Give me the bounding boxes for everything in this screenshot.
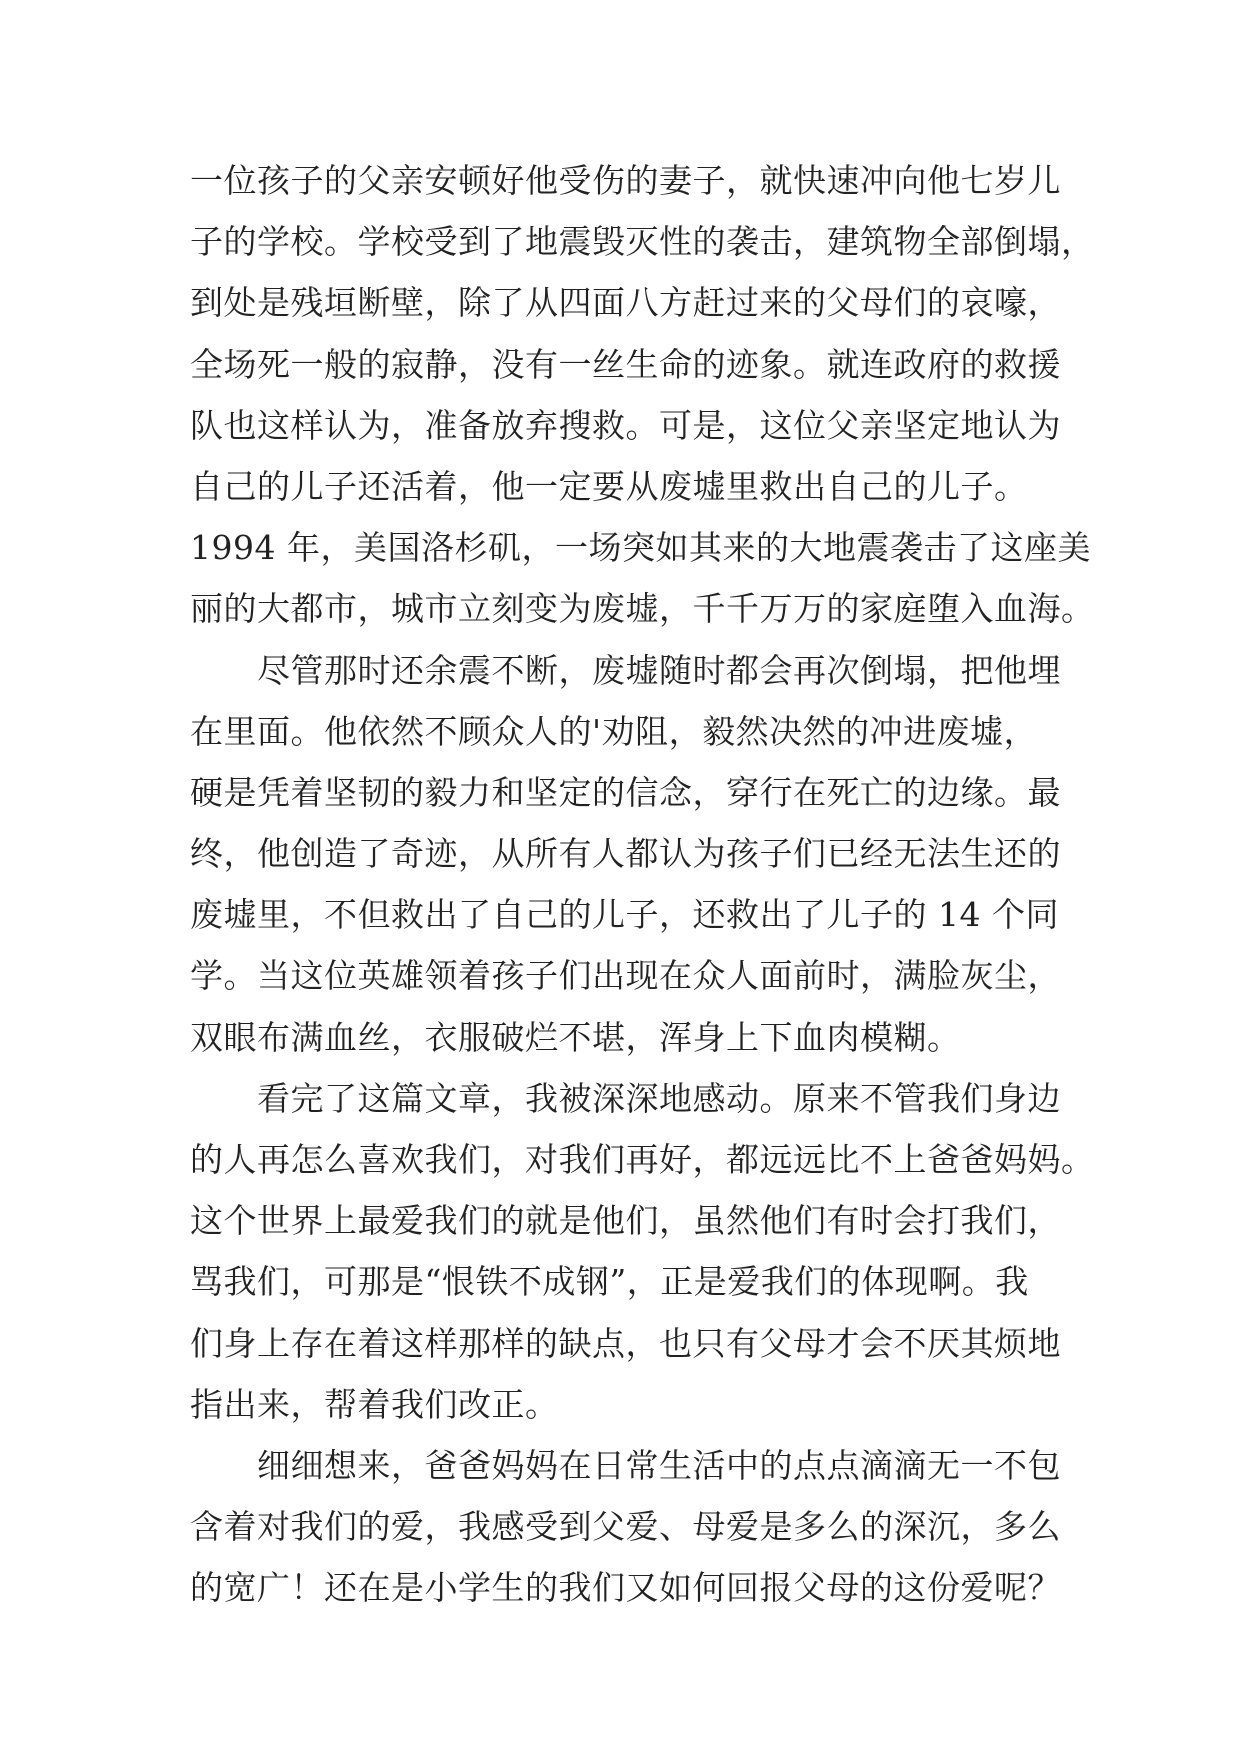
text-line: 的宽广！还在是小学生的我们又如何回报父母的这份爱呢？ xyxy=(190,1568,1061,1608)
text-line: 到处是残垣断壁，除了从四面八方赶过来的父母们的哀嚎， xyxy=(190,283,1061,323)
text-line: 队也这样认为，准备放弃搜救。可是，这位父亲坚定地认为 xyxy=(190,405,1061,445)
text-line: 硬是凭着坚韧的毅力和坚定的信念，穿行在死亡的边缘。最 xyxy=(190,772,1061,812)
text-line: 看完了这篇文章，我被深深地感动。原来不管我们身边 xyxy=(190,1078,1061,1118)
text-line: 1994 年，美国洛杉矶，一场突如其来的大地震袭击了这座美 xyxy=(190,528,1091,568)
text-line: 废墟里，不但救出了自己的儿子，还救出了儿子的 14 个同 xyxy=(190,895,1059,935)
text-line: 在里面。他依然不顾众人的'劝阻，毅然决然的冲进废墟， xyxy=(190,711,1038,751)
text-line: 这个世界上最爱我们的就是他们，虽然他们有时会打我们， xyxy=(190,1201,1061,1241)
text-line: 全场死一般的寂静，没有一丝生命的迹象。就连政府的救援 xyxy=(190,344,1061,384)
text-line: 终，他创造了奇迹，从所有人都认为孩子们已经无法生还的 xyxy=(190,834,1061,874)
text-line: 一位孩子的父亲安顿好他受伤的妻子，就快速冲向他七岁儿 xyxy=(190,161,1061,200)
text-line: 尽管那时还余震不断，废墟随时都会再次倒塌，把他埋 xyxy=(190,650,1061,690)
text-line: 骂我们，可那是“恨铁不成钢”，正是爱我们的体现啊。我 xyxy=(190,1262,1029,1302)
text-line: 学。当这位英雄领着孩子们出现在众人面前时，满脸灰尘， xyxy=(190,956,1061,996)
text-line: 双眼布满血丝，衣服破烂不堪，浑身上下血肉模糊。 xyxy=(190,1017,961,1057)
text-line: 丽的大都市，城市立刻变为废墟，千千万万的家庭堕入血海。 xyxy=(190,589,1095,629)
text-line: 子的学校。学校受到了地震毁灭性的袭击，建筑物全部倒塌， xyxy=(190,222,1095,262)
text-line: 自己的儿子还活着，他一定要从废墟里救出自己的儿子。 xyxy=(190,466,1028,506)
text-line: 们身上存在着这样那样的缺点，也只有父母才会不厌其烦地 xyxy=(190,1323,1061,1363)
document-text-body xyxy=(190,150,1095,1619)
text-line: 指出来，帮着我们改正。 xyxy=(190,1384,559,1424)
text-line: 含着对我们的爱，我感受到父爱、母爱是多么的深沉，多么 xyxy=(190,1507,1061,1547)
text-line: 的人再怎么喜欢我们，对我们再好，都远远比不上爸爸妈妈。 xyxy=(190,1140,1095,1179)
text-line: 细细想来，爸爸妈妈在日常生活中的点点滴滴无一不包 xyxy=(190,1445,1061,1485)
